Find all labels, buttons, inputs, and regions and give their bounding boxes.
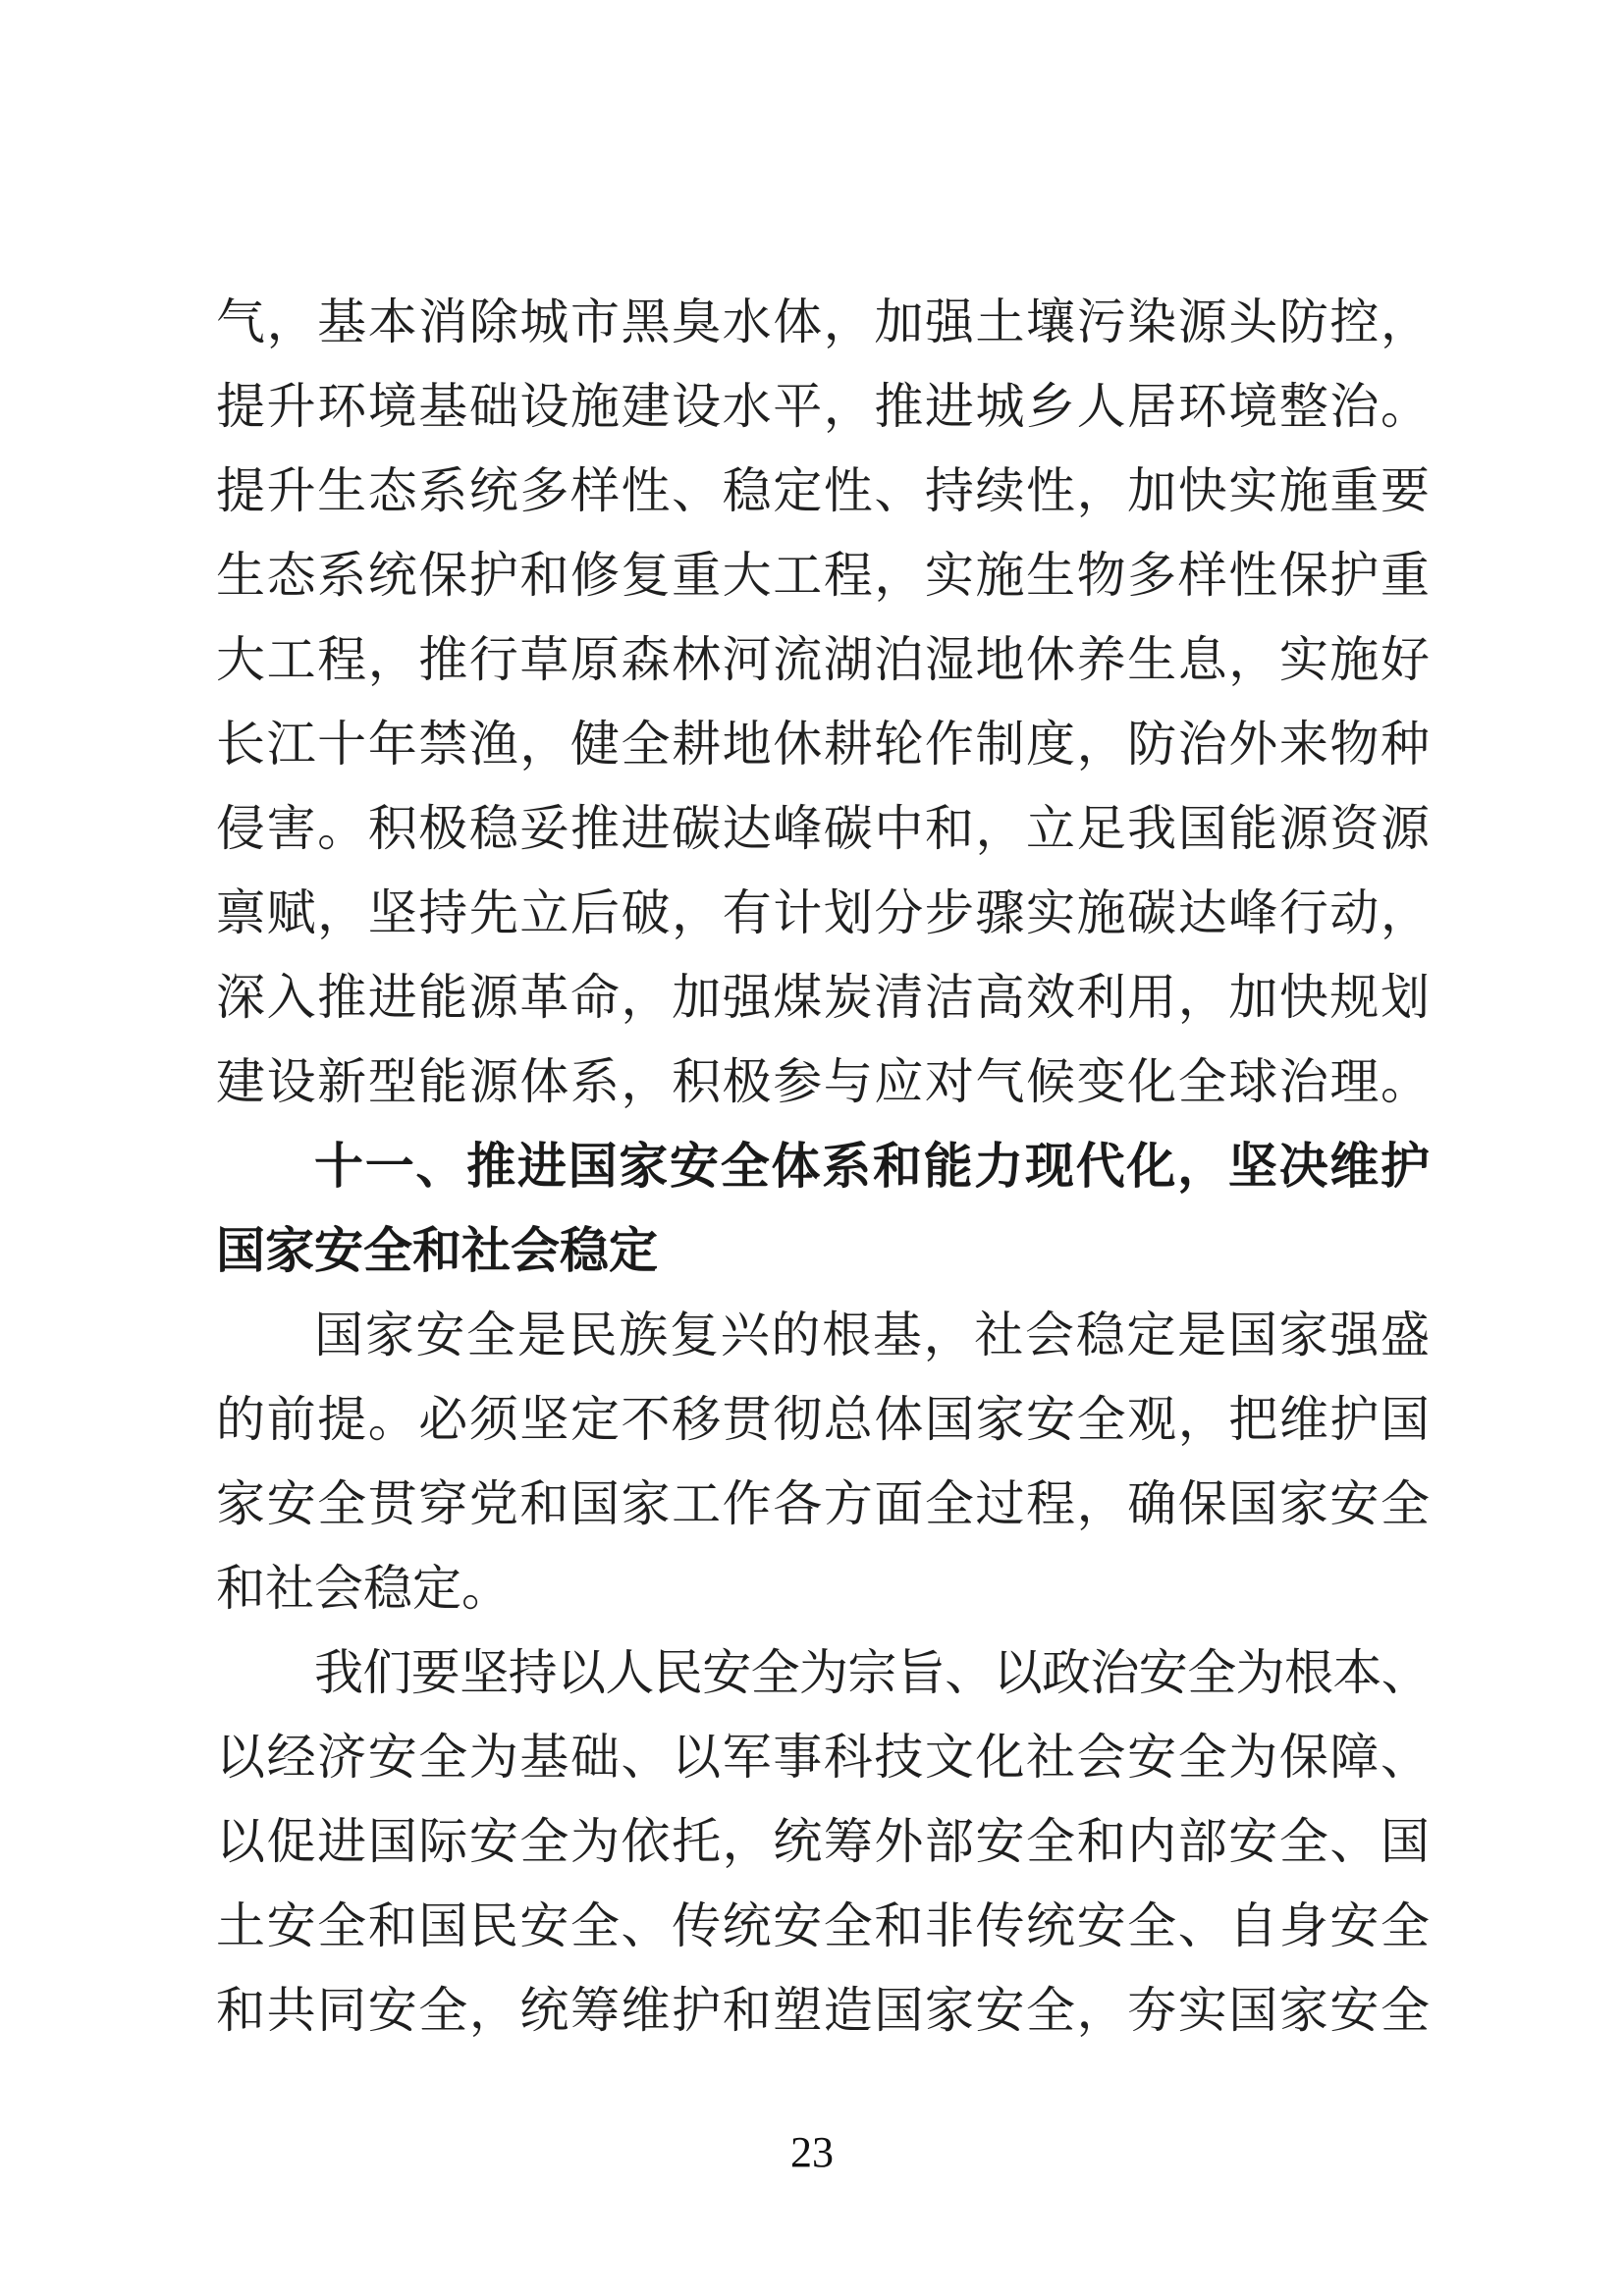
- section-heading-line: 国家安全和社会稳定: [216, 1223, 658, 1278]
- body-text-line: 我们要坚持以人民安全为宗旨、以政治安全为根本、: [314, 1645, 1430, 1700]
- body-text-line: 以经济安全为基础、以军事科技文化社会安全为保障、: [216, 1730, 1430, 1785]
- body-text-line: 的前提。必须坚定不移贯彻总体国家安全观，把维护国: [216, 1392, 1430, 1447]
- body-text-line: 禀赋，坚持先立后破，有计划分步骤实施碳达峰行动，: [216, 885, 1430, 940]
- text-block: [216, 280, 1430, 2053]
- body-text-line: 土安全和国民安全、传统安全和非传统安全、自身安全: [216, 1898, 1430, 1953]
- body-text-line: 建设新型能源体系，积极参与应对气候变化全球治理。: [216, 1054, 1430, 1109]
- body-text-line: 深入推进能源革命，加强煤炭清洁高效利用，加快规划: [216, 970, 1430, 1025]
- body-text-line: 侵害。积极稳妥推进碳达峰碳中和，立足我国能源资源: [216, 801, 1430, 856]
- body-text-line: 和社会稳定。: [216, 1561, 511, 1616]
- body-text-line: 长江十年禁渔，健全耕地休耕轮作制度，防治外来物种: [216, 717, 1430, 772]
- body-text-line: 大工程，推行草原森林河流湖泊湿地休养生息，实施好: [216, 632, 1430, 687]
- body-text-line: 提升环境基础设施建设水平，推进城乡人居环境整治。: [216, 379, 1430, 434]
- body-text-line: 气，基本消除城市黑臭水体，加强土壤污染源头防控，: [216, 294, 1430, 349]
- page-number: 23: [790, 2128, 834, 2176]
- body-text-line: 国家安全是民族复兴的根基，社会稳定是国家强盛: [314, 1308, 1430, 1362]
- body-text-line: 以促进国际安全为依托，统筹外部安全和内部安全、国: [216, 1814, 1430, 1869]
- body-text-line: 生态系统保护和修复重大工程，实施生物多样性保护重: [216, 548, 1430, 603]
- section-heading-line: 十一、推进国家安全体系和能力现代化，坚决维护: [314, 1139, 1430, 1194]
- body-text-line: 和共同安全，统筹维护和塑造国家安全，夯实国家安全: [216, 1983, 1430, 2038]
- body-text-line: 提升生态系统多样性、稳定性、持续性，加快实施重要: [216, 463, 1430, 518]
- body-text-line: 家安全贯穿党和国家工作各方面全过程，确保国家安全: [216, 1476, 1430, 1531]
